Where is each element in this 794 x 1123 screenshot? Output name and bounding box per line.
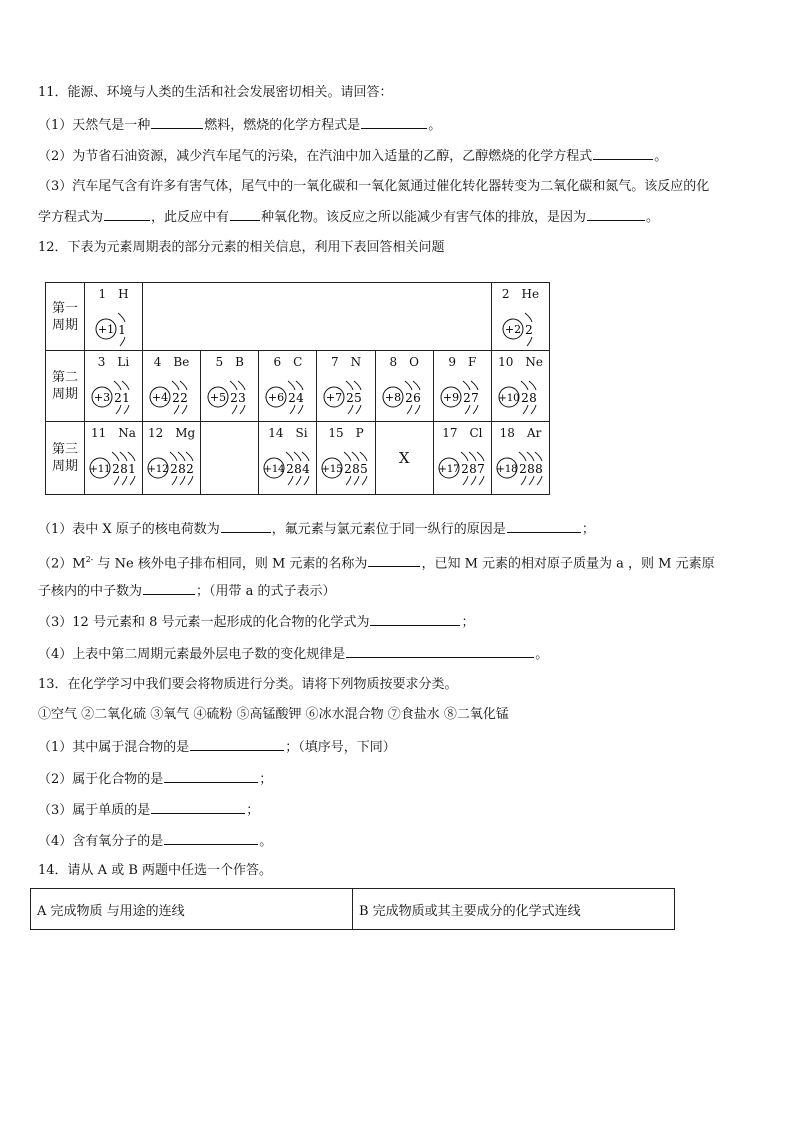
shell-electron-count: 2 — [186, 462, 194, 476]
nucleus-charge: +10 — [498, 393, 520, 404]
atom-structure — [434, 422, 491, 494]
element-symbol: 2 He — [501, 287, 540, 301]
element-symbol: 14 Si — [268, 426, 308, 440]
nucleus-charge: +2 — [504, 323, 522, 336]
q12-p1-b: ，氟元素与氯元素位于同一纵行的原因是 — [271, 522, 506, 537]
atom-diagram — [317, 422, 374, 492]
q11-p3-c: 种氧化物。该反应之所以能减少有害气体的排放，是因为 — [261, 210, 587, 225]
q11-p1-c: 。 — [428, 118, 442, 133]
nucleus-charge: +3 — [93, 391, 111, 404]
element-symbol: 11 Na — [91, 426, 136, 440]
atom-diagram — [492, 283, 549, 353]
unknown-element-x: X — [375, 422, 433, 495]
shell-electron-count: 2 — [460, 462, 469, 476]
shell-electron-count: 8 — [527, 462, 535, 476]
period-label: 第三周期 — [46, 422, 85, 495]
shell-electron-count: 1 — [118, 323, 126, 337]
nucleus-charge: +15 — [321, 464, 344, 475]
atom-structure — [259, 351, 316, 421]
answer-blank[interactable] — [346, 645, 534, 658]
atom-diagram — [259, 422, 316, 492]
element-cell-Li — [85, 351, 143, 422]
nucleus-charge: +17 — [438, 464, 460, 475]
atom-diagram — [259, 351, 316, 421]
shell-electron-count: 8 — [529, 391, 537, 405]
nucleus-charge: +4 — [151, 391, 169, 404]
q13-p3-a: （3）属于单质的是 — [38, 803, 151, 818]
shell-electron-count: 2 — [286, 462, 295, 476]
atom-structure — [492, 422, 549, 494]
shell-electron-count: 2 — [525, 323, 533, 337]
atom-structure — [259, 422, 316, 494]
q14-title: 14．请从 A 或 B 两题中任选一个作答。 — [38, 863, 273, 878]
shell-electron-count: 5 — [354, 391, 363, 405]
shell-electron-count: 5 — [360, 462, 369, 476]
atom-structure — [143, 351, 200, 421]
answer-blank[interactable] — [593, 147, 653, 160]
q12-part1 — [38, 520, 595, 539]
q11-part2 — [38, 147, 667, 166]
atom-diagram — [85, 351, 142, 421]
answer-blank[interactable] — [507, 520, 581, 533]
shell-electron-count: 8 — [352, 462, 361, 476]
q12-part2-line2 — [38, 582, 336, 601]
element-symbol: 3 Li — [97, 355, 130, 369]
atom-structure — [434, 351, 491, 421]
element-cell-H — [85, 283, 143, 351]
q11-p1-a: （1）天然气是一种 — [38, 118, 151, 133]
shell-electron-count: 3 — [238, 391, 246, 405]
nucleus-charge: +7 — [326, 391, 343, 404]
element-symbol: 17 Cl — [442, 426, 483, 440]
shell-electron-count: 7 — [476, 462, 485, 476]
answer-blank[interactable] — [143, 582, 195, 595]
atom-diagram — [201, 351, 258, 421]
atom-diagram — [434, 351, 491, 421]
q12-part3 — [38, 613, 475, 632]
element-symbol: 12 Mg — [147, 426, 196, 440]
answer-blank[interactable] — [151, 116, 203, 129]
shell-electron-count: 2 — [404, 391, 413, 405]
answer-blank[interactable] — [221, 520, 271, 533]
shell-electron-count: 2 — [462, 391, 471, 405]
atom-structure — [143, 422, 200, 494]
element-symbol: 5 B — [215, 355, 244, 369]
shell-electron-count: 4 — [296, 391, 305, 405]
atom-diagram — [317, 351, 374, 421]
q12-p2-line2-a: 子核内的中子数为 — [38, 584, 143, 599]
shell-electron-count: 8 — [178, 462, 186, 476]
atom-structure — [317, 351, 374, 421]
answer-blank[interactable] — [190, 738, 284, 751]
shell-electron-count: 2 — [180, 391, 188, 405]
element-symbol: 8 O — [389, 355, 419, 369]
element-cell-P — [317, 422, 375, 495]
q12-title: 12．下表为元素周期表的部分元素的相关信息，利用下表回答相关问题 — [38, 240, 445, 255]
element-symbol: 7 N — [330, 355, 362, 369]
q11-p3-b: ，此反应中有 — [151, 210, 230, 225]
answer-blank[interactable] — [164, 832, 258, 845]
atom-structure — [85, 351, 142, 421]
shell-electron-count: 2 — [346, 391, 355, 405]
q12-p3-a: （3）12 号元素和 8 号元素一起形成的化合物的化学式为 — [38, 615, 370, 630]
q12-part4 — [38, 645, 548, 664]
nucleus-charge: +1 — [97, 323, 115, 336]
q13-p4-a: （4）含有氧分子的是 — [38, 834, 164, 849]
shell-electron-count: 4 — [302, 462, 311, 476]
element-symbol: 9 F — [448, 355, 477, 369]
shell-electron-count: 2 — [519, 462, 527, 476]
period-label: 第一周期 — [46, 283, 85, 351]
shell-electron-count: 8 — [535, 462, 543, 476]
nucleus-charge: +14 — [263, 464, 285, 475]
shell-electron-count: 1 — [122, 391, 130, 405]
q13-p3-b: ； — [246, 803, 260, 818]
atom-structure — [492, 351, 549, 421]
element-cell-F — [433, 351, 491, 422]
q13-p4-b: 。 — [259, 834, 273, 849]
element-symbol: 1 H — [98, 287, 129, 301]
q11-p1-b: 燃料，燃烧的化学方程式是 — [204, 118, 361, 133]
q12-p4-b: 。 — [535, 647, 549, 662]
atom-structure — [85, 422, 142, 494]
q11-title: 11．能源、环境与人类的生活和社会发展密切相关。请回答： — [38, 85, 393, 100]
shell-electron-count: 6 — [412, 391, 421, 405]
q13-part4 — [38, 832, 272, 851]
nucleus-charge: +12 — [147, 464, 169, 475]
shell-electron-count: 2 — [114, 391, 122, 405]
q11-part3-line2 — [38, 208, 659, 227]
q12-p2-a: 与 Ne 核外电子排布相同，则 M 元素的名称为 — [93, 556, 368, 572]
answer-blank[interactable] — [587, 208, 645, 221]
atom-structure — [376, 351, 433, 421]
shell-electron-count: 2 — [172, 391, 180, 405]
q13-part2 — [38, 770, 272, 789]
element-cell-Ne — [492, 351, 550, 422]
shell-electron-count: 2 — [288, 391, 297, 405]
shell-electron-count: 2 — [521, 391, 529, 405]
q13-p1-a: （1）其中属于混合物的是 — [38, 740, 190, 755]
atom-structure — [201, 351, 258, 421]
element-cell-O — [375, 351, 433, 422]
q13-p1-b: ；（填序号，下同） — [285, 740, 396, 755]
element-cell-Si — [259, 422, 317, 495]
answer-blank[interactable] — [104, 208, 150, 221]
option-b[interactable]: B 完成物质或其主要成分的化学式连线 — [353, 889, 675, 930]
empty-cell — [201, 422, 259, 495]
nucleus-charge: +5 — [210, 391, 227, 404]
nucleus-charge: +18 — [496, 464, 518, 475]
shell-electron-count: 8 — [120, 462, 128, 476]
element-cell-He — [492, 283, 550, 351]
atom-diagram — [492, 422, 549, 492]
shell-electron-count: 7 — [470, 391, 479, 405]
element-cell-Mg — [143, 422, 201, 495]
period-label: 第二周期 — [46, 351, 85, 422]
element-symbol: 15 P — [328, 426, 364, 440]
element-cell-N — [317, 351, 375, 422]
q13-part3 — [38, 801, 259, 820]
answer-blank[interactable] — [361, 116, 427, 129]
answer-blank[interactable] — [164, 770, 258, 783]
atom-diagram — [143, 351, 200, 421]
element-symbol: 18 Ar — [499, 426, 542, 440]
atom-diagram — [85, 283, 142, 353]
q12-p2-prefix: （2） — [38, 556, 73, 572]
nucleus-charge: +11 — [89, 464, 111, 475]
atom-diagram — [492, 351, 549, 421]
q13-title: 13．在化学学习中我们要会将物质进行分类。请将下列物质按要求分类。 — [38, 677, 458, 692]
answer-blank[interactable] — [230, 208, 260, 221]
shell-electron-count: 2 — [344, 462, 353, 476]
element-cell-Be — [143, 351, 201, 422]
nucleus-charge: +8 — [384, 391, 401, 404]
atom-structure — [317, 422, 374, 494]
atom-diagram — [85, 422, 142, 492]
element-cell-C — [259, 351, 317, 422]
element-symbol: 10 Ne — [498, 355, 543, 369]
ion-charge: 2- — [85, 555, 94, 564]
shell-electron-count: 2 — [230, 391, 238, 405]
element-cell-Na — [85, 422, 143, 495]
q13-p2-a: （2）属于化合物的是 — [38, 772, 164, 787]
periodic-table — [45, 282, 550, 495]
q11-part1 — [38, 116, 441, 135]
nucleus-charge: +9 — [442, 391, 459, 404]
q12-p1-c: ； — [581, 522, 595, 537]
q12-p3-b: ； — [461, 615, 475, 630]
element-symbol: 4 Be — [153, 355, 190, 369]
shell-electron-count: 1 — [128, 462, 136, 476]
q13-p2-b: ； — [259, 772, 273, 787]
q12-p1-a: （1）表中 X 原子的核电荷数为 — [38, 522, 220, 537]
q11-part3-line1: （3）汽车尾气含有许多有害气体，尾气中的一氧化碳和一氧化氮通过催化转化器转变为二氧化碳和氮气。该反应的化 — [38, 179, 710, 194]
shell-electron-count: 2 — [170, 462, 178, 476]
nucleus-charge: +6 — [268, 391, 285, 404]
atom-diagram — [143, 422, 200, 492]
atom-diagram — [376, 351, 433, 421]
q12-p2-line2-b: ；（用带 a 的式子表示） — [196, 584, 336, 599]
ion-symbol: M — [72, 556, 86, 572]
answer-blank[interactable] — [368, 554, 420, 567]
q12-part2-line1 — [38, 551, 715, 573]
element-cell-Cl — [433, 422, 491, 495]
element-symbol: 6 C — [273, 355, 303, 369]
option-table — [30, 888, 675, 930]
shell-electron-count: 8 — [468, 462, 477, 476]
option-a[interactable]: A 完成物质 与用途的连线 — [31, 889, 353, 930]
atom-structure — [492, 283, 549, 350]
answer-blank[interactable] — [151, 801, 245, 814]
shell-electron-count: 2 — [112, 462, 120, 476]
q12-p4-a: （4）上表中第二周期元素最外层电子数的变化规律是 — [38, 647, 346, 662]
atom-structure — [85, 283, 142, 350]
element-cell-Ar — [492, 422, 550, 495]
q11-p2-b: 。 — [654, 149, 668, 164]
shell-electron-count: 8 — [294, 462, 303, 476]
q13-items: ①空气 ②二氧化硫 ③氧气 ④硫粉 ⑤高锰酸钾 ⑥冰水混合物 ⑦食盐水 ⑧二氧化锰 — [38, 707, 509, 722]
element-cell-B — [201, 351, 259, 422]
q12-p2-b: ，已知 M 元素的相对原子质量为 a ，则 M 元素原 — [421, 556, 715, 572]
empty-span — [143, 283, 492, 351]
answer-blank[interactable] — [370, 613, 460, 626]
atom-diagram — [434, 422, 491, 492]
q13-part1 — [38, 738, 396, 757]
q11-p3-a: 学方程式为 — [38, 210, 104, 225]
q11-p3-d: 。 — [646, 210, 660, 225]
q11-p2-a: （2）为节省石油资源，减少汽车尾气的污染，在汽油中加入适量的乙醇，乙醇燃烧的化学方程式 — [38, 149, 593, 164]
